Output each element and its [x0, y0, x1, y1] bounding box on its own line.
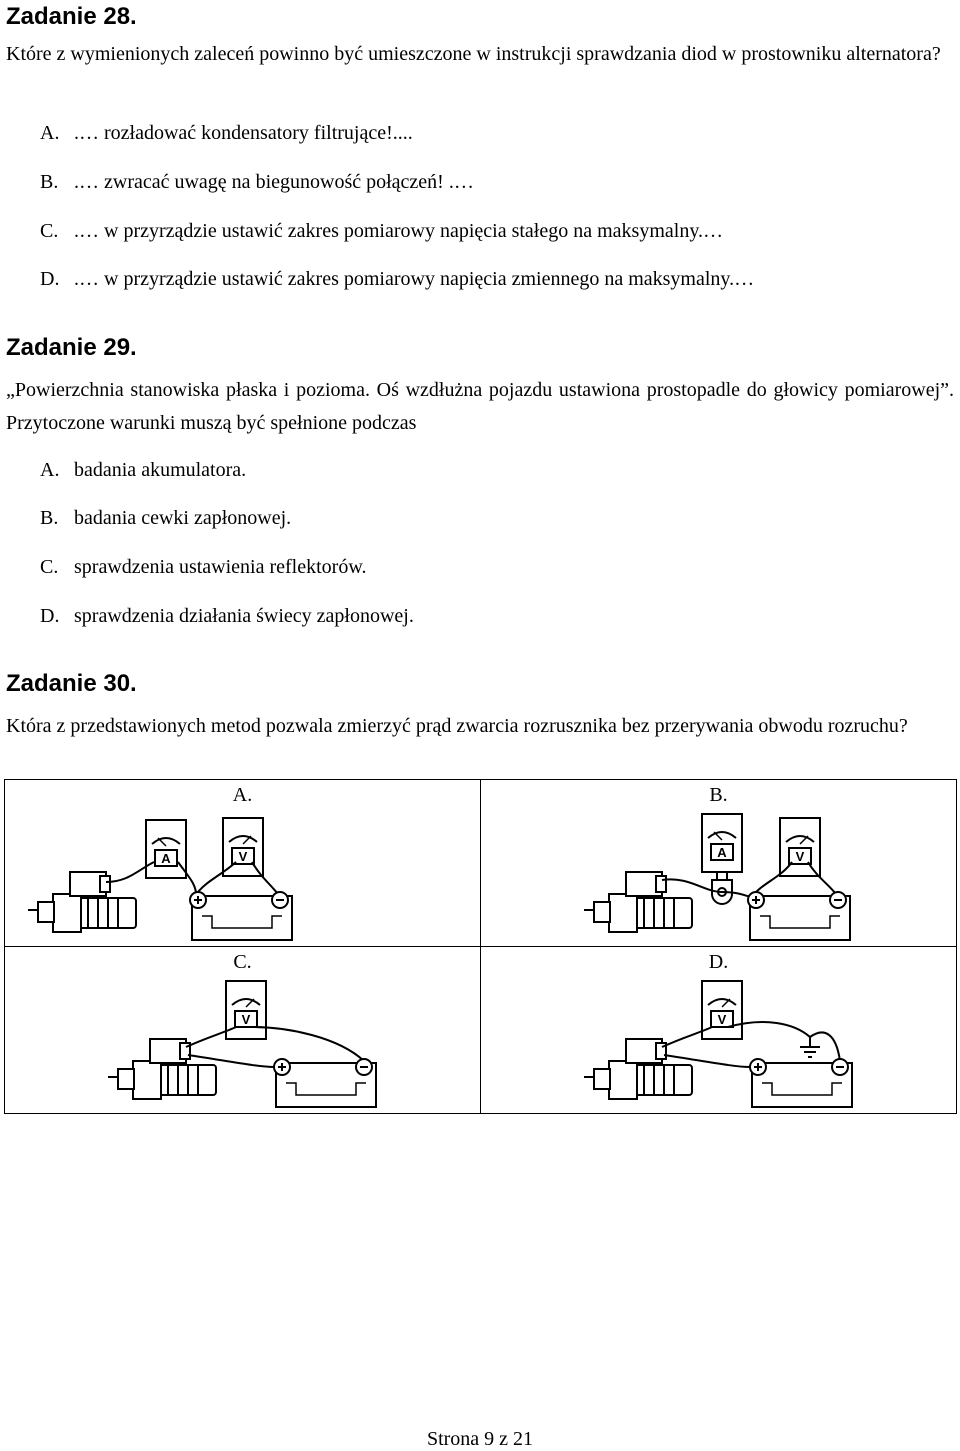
circuit-cell-b: [481, 780, 957, 947]
circuit-label: A.: [232, 784, 253, 806]
circuit-diagram-a: [8, 810, 478, 946]
circuit-label: C.: [233, 951, 252, 973]
meter-letter: A: [160, 851, 171, 866]
circuit-diagram-b: [484, 810, 954, 946]
circuit-cell-a: [5, 780, 481, 947]
option-text: .… w przyrządzie ustawić zakres pomiarowy napięcia stałego na maksymalny.…: [74, 220, 724, 242]
meter-letter: A: [716, 845, 727, 860]
option-text: badania akumulatora.: [74, 459, 247, 481]
q28-option-c: [40, 220, 723, 243]
q28-title: Zadanie 28.: [6, 3, 137, 30]
q28-question: Które z wymienionych zaleceń powinno być umieszczone w instrukcji sprawdzania diod w prostowniku alternatora?: [6, 43, 941, 65]
q30-title: Zadanie 30.: [6, 670, 137, 697]
battery-plus-terminal-icon: [750, 1059, 766, 1075]
option-text: .… zwracać uwagę na biegunowość połączeń! .…: [74, 171, 474, 193]
meter-letter: V: [795, 849, 804, 864]
option-text: .… rozładować kondensatory filtrujące!....: [74, 122, 413, 144]
option-text: sprawdzenia działania świecy zapłonowej.: [74, 605, 414, 627]
meter-letter: V: [241, 1012, 250, 1027]
circuit-diagram-c: [8, 977, 478, 1113]
q29-title: Zadanie 29.: [6, 334, 137, 361]
option-letter: D.: [40, 268, 60, 290]
page-number: Strona 9 z 21: [426, 1428, 534, 1450]
voltmeter-icon: [226, 981, 266, 1039]
battery-plus-terminal-icon: [190, 892, 206, 908]
q28-option-b: [40, 171, 474, 194]
option-text: sprawdzenia ustawienia reflektorów.: [74, 556, 367, 578]
q29-question: „Powierzchnia stanowiska płaska i pozioma. Oś wzdłużna pojazdu ustawiona prostopadle do głowicy pomiarowej”. Przytoczone warunki muszą być spełnione podczas: [6, 379, 954, 434]
option-letter: C.: [40, 220, 59, 242]
option-text: .… w przyrządzie ustawić zakres pomiarowy napięcia zmiennego na maksymalny.…: [74, 268, 755, 290]
q29-option-b: [40, 507, 291, 530]
ammeter-icon: [146, 820, 186, 878]
meter-letter: V: [238, 849, 247, 864]
battery-minus-terminal-icon: [830, 892, 846, 908]
starter-motor-icon: [584, 1039, 692, 1099]
q28-option-a: [40, 122, 413, 145]
q30-question: Która z przedstawionych metod pozwala zmierzyć prąd zwarcia rozrusznika bez przerywania obwodu rozruchu?: [6, 715, 908, 737]
circuit-cell-c: [5, 947, 481, 1114]
battery-minus-terminal-icon: [832, 1059, 848, 1075]
ammeter-icon: [702, 814, 742, 872]
option-letter: A.: [40, 459, 60, 481]
circuit-cell-d: [481, 947, 957, 1114]
meter-letter: V: [717, 1012, 726, 1027]
option-letter: C.: [40, 556, 59, 578]
battery-minus-terminal-icon: [272, 892, 288, 908]
voltmeter-icon: [702, 981, 742, 1039]
option-text: badania cewki zapłonowej.: [74, 507, 292, 529]
circuit-label: D.: [708, 951, 729, 973]
starter-motor-icon: [584, 872, 692, 932]
battery-plus-terminal-icon: [748, 892, 764, 908]
battery-minus-terminal-icon: [356, 1059, 372, 1075]
circuit-options-grid: [4, 779, 957, 1114]
option-letter: A.: [40, 122, 60, 144]
q29-option-d: [40, 605, 414, 628]
q29-option-c: [40, 556, 366, 579]
q29-option-a: [40, 459, 246, 482]
ground-symbol-icon: [800, 1037, 820, 1057]
clamp-probe-icon: [712, 872, 732, 904]
option-letter: D.: [40, 605, 60, 627]
option-letter: B.: [40, 171, 59, 193]
battery-plus-terminal-icon: [274, 1059, 290, 1075]
voltmeter-icon: [780, 818, 820, 876]
starter-motor-icon: [108, 1039, 216, 1099]
option-letter: B.: [40, 507, 59, 529]
circuit-label: B.: [709, 784, 728, 806]
circuit-diagram-d: [484, 977, 954, 1113]
q28-option-d: [40, 268, 754, 291]
